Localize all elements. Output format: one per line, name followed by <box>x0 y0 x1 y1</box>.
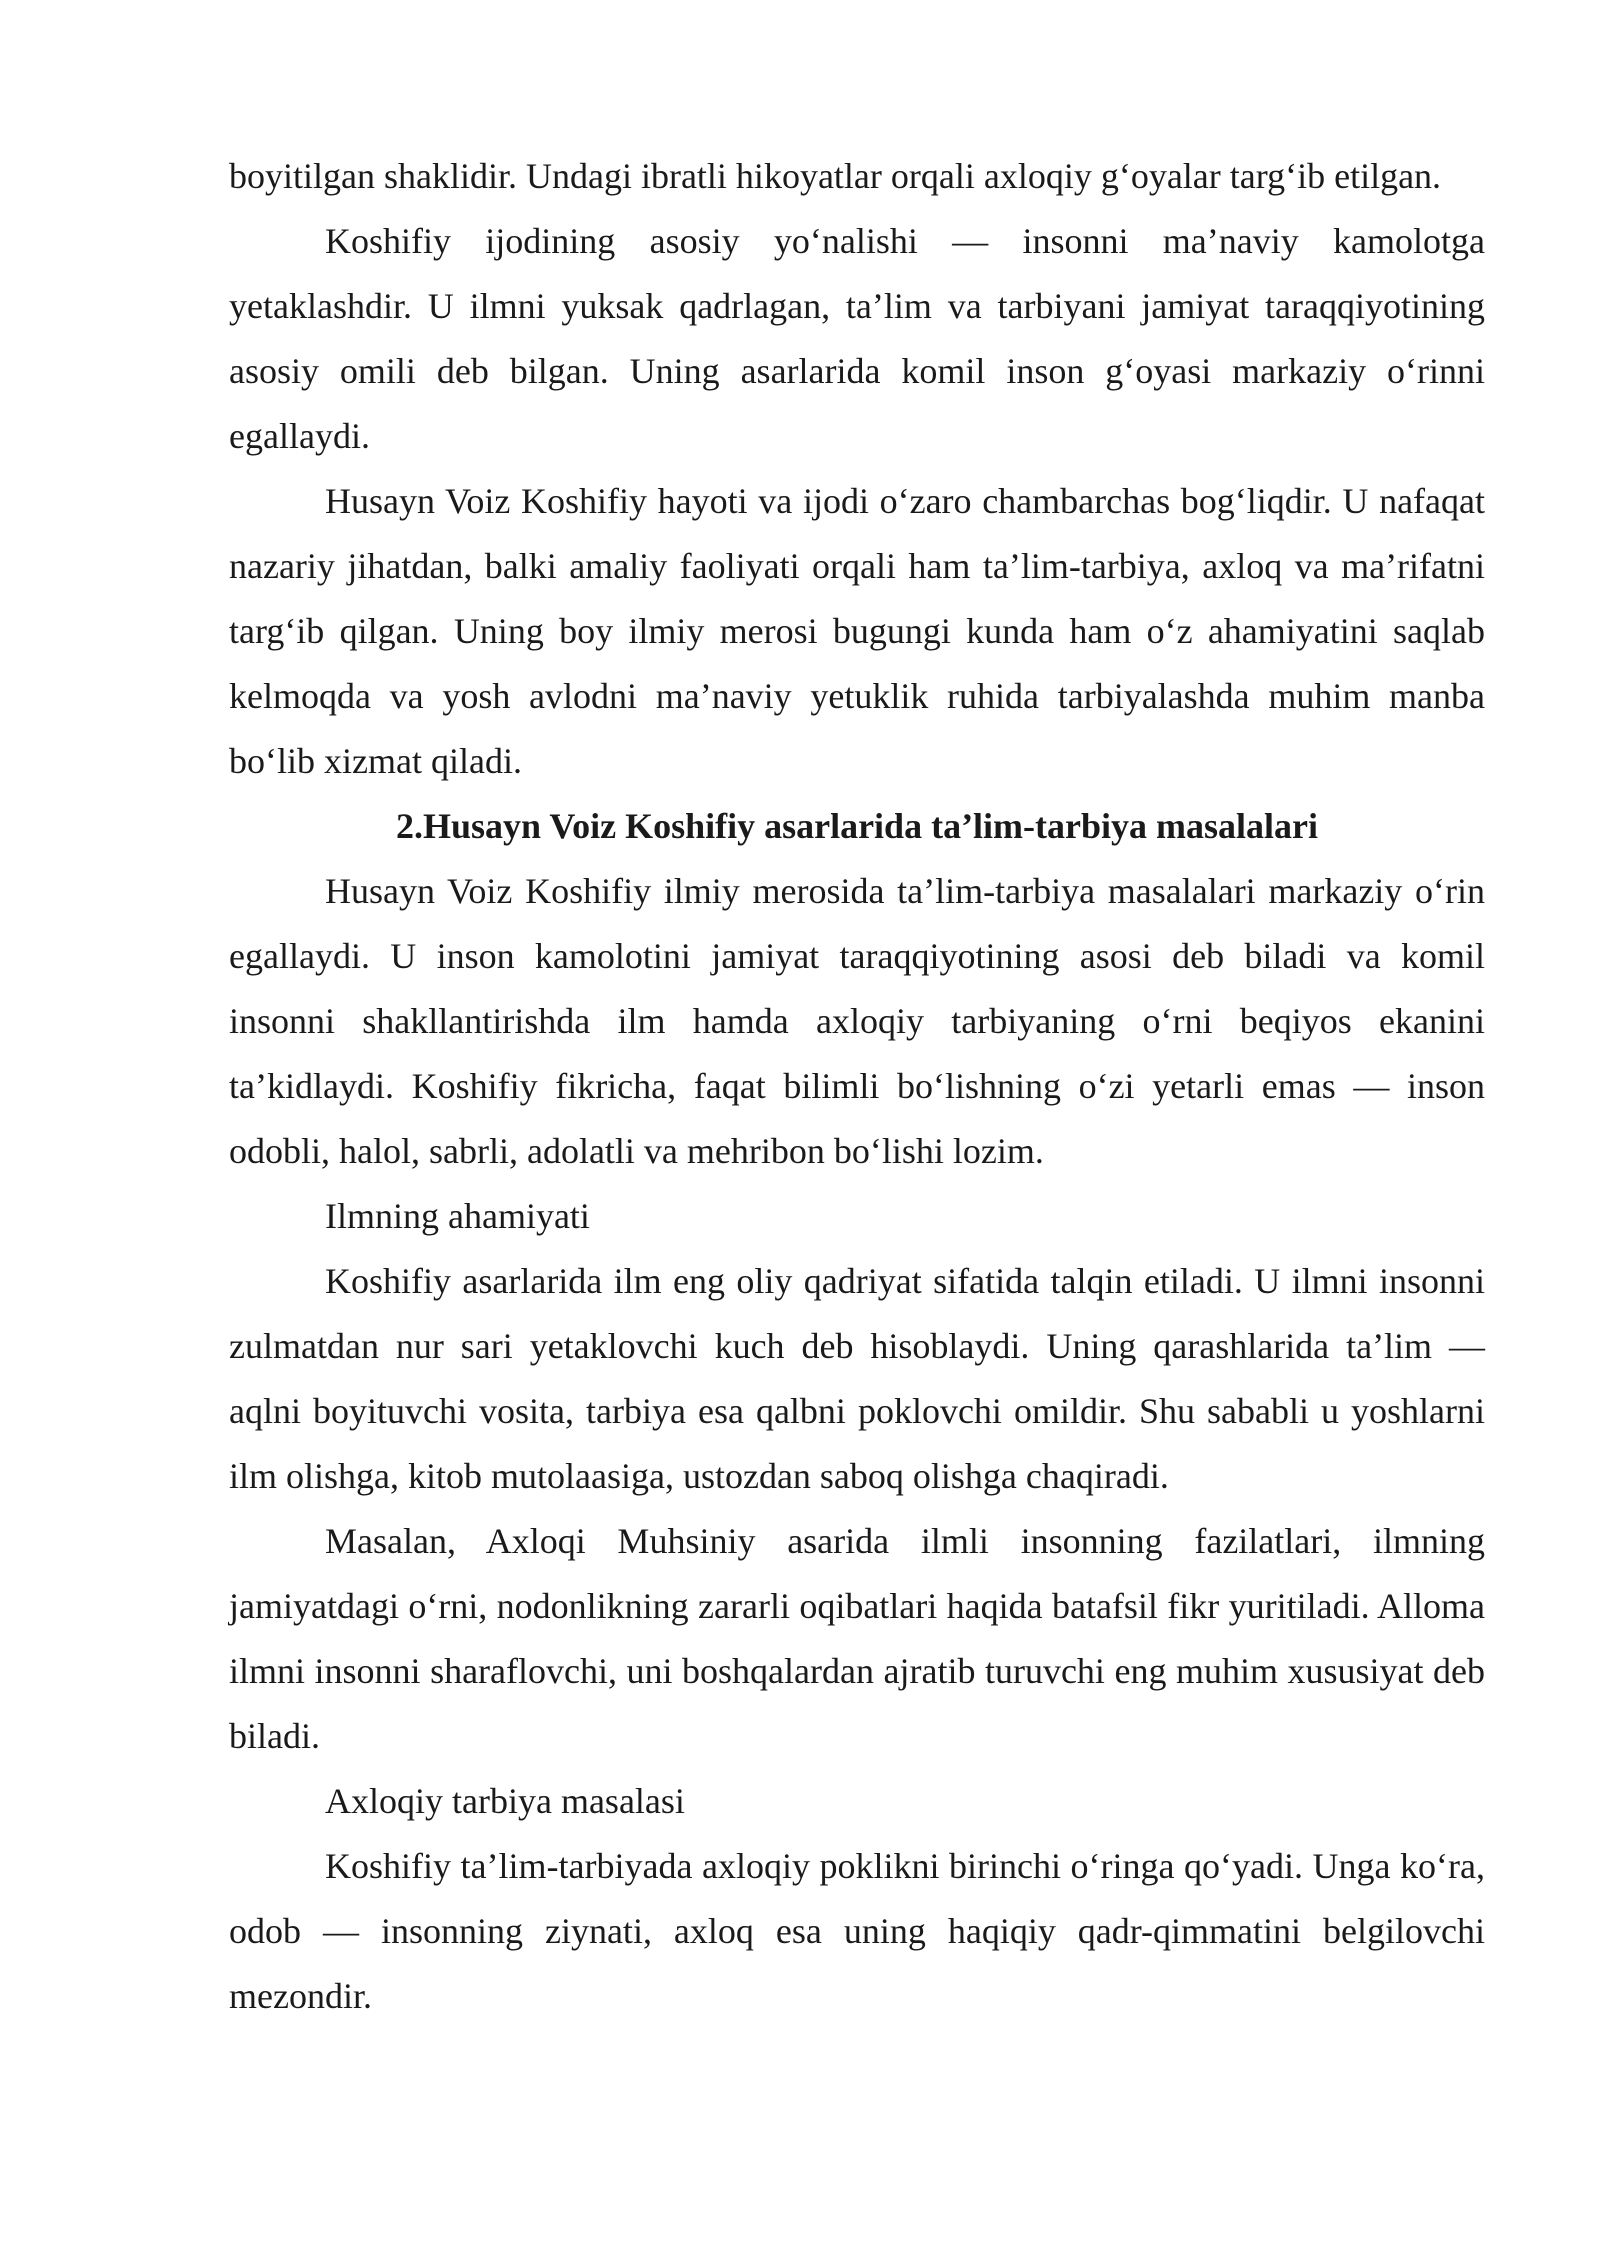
subheading-knowledge: Ilmning ahamiyati <box>325 1196 590 1236</box>
paragraph-main-direction: Koshifiy ijodining asosiy yo‘nalishi — insonni ma’naviy kamolotga yetaklashdir. U ilmni yuksak qadrlagan, ta’lim va tarbiyani jamiyat taraqqiyotining asosiy omili deb bilgan. Uning asarlarida komil inson g‘oyasi markaziy o‘rinni egallaydi. <box>229 221 1485 456</box>
page-body <box>229 144 1485 2029</box>
paragraph-section-intro: Husayn Voiz Koshifiy ilmiy merosida ta’lim-tarbiya masalalari markaziy o‘rin egallaydi. U inson kamolotini jamiyat taraqqiyotining asosi deb biladi va komil insonni shakllantirishda ilm hamda axloqiy tarbiyaning o‘rni beqiyos ekanini ta’kidlaydi. Koshifiy fikricha, faqat bilimli bo‘lishning o‘zi yetarli emas — inson odobli, halol, sabrli, adolatli va mehribon bo‘lishi lozim. <box>229 871 1485 1171</box>
paragraph-continuation: boyitilgan shaklidir. Undagi ibratli hikoyatlar orqali axloqiy g‘oyalar targ‘ib etilgan. <box>229 156 1442 196</box>
paragraph-moral: Koshifiy ta’lim-tarbiyada axloqiy poklikni birinchi o‘ringa qo‘yadi. Unga ko‘ra, odob — insonning ziynati, axloq esa uning haqiqiy qadr-qimmatini belgilovchi mezondir. <box>229 1846 1485 2016</box>
paragraph-life-and-work: Husayn Voiz Koshifiy hayoti va ijodi o‘zaro chambarchas bog‘liqdir. U nafaqat nazariy jihatdan, balki amaliy faoliyati orqali ham ta’lim-tarbiya, axloq va ma’rifatni targ‘ib qilgan. Uning boy ilmiy merosi bugungi kunda ham o‘z ahamiyatini saqlab kelmoqda va yosh avlodni ma’naviy yetuklik ruhida tarbiyalashda muhim manba bo‘lib xizmat qiladi. <box>229 481 1485 781</box>
paragraph-knowledge: Koshifiy asarlarida ilm eng oliy qadriyat sifatida talqin etiladi. U ilmni insonni zulmatdan nur sari yetaklovchi kuch deb hisoblaydi. Uning qarashlarida ta’lim — aqlni boyituvchi vosita, tarbiya esa qalbni poklovchi omildir. Shu sababli u yoshlarni ilm olishga, kitob mutolaasiga, ustozdan saboq olishga chaqiradi. <box>229 1261 1485 1496</box>
section-heading: 2.Husayn Voiz Koshifiy asarlarida ta’lim-tarbiya masalalari <box>395 806 1319 846</box>
subheading-moral: Axloqiy tarbiya masalasi <box>325 1781 685 1821</box>
paragraph-example: Masalan, Axloqi Muhsiniy asarida ilmli insonning fazilatlari, ilmning jamiyatdagi o‘rni, nodonlikning zararli oqibatlari haqida batafsil fikr yuritiladi. Alloma ilmni insonni sharaflovchi, uni boshqalardan ajratib turuvchi eng muhim xususiyat deb biladi. <box>229 1521 1485 1756</box>
